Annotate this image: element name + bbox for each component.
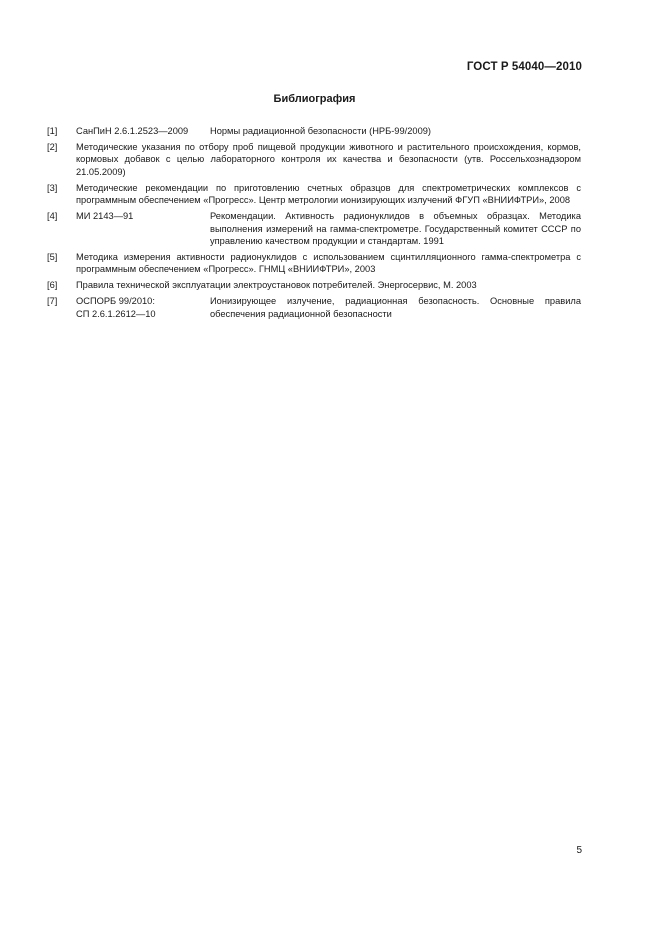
entry-code: ОСПОРБ 99/2010: bbox=[76, 296, 155, 307]
entry-number: [3] bbox=[47, 182, 58, 193]
entry-number: [4] bbox=[47, 211, 58, 222]
entry-text: Рекомендации. Активность радионуклидов в объемных образцах. Методика выполнения измерений на гамма-спектрометре. Государственный комитет СССР по управлению качеством продукции и стандартам. 1991 bbox=[210, 211, 581, 247]
entry-number: [1] bbox=[47, 126, 58, 136]
document-code: ГОСТ Р 54040—2010 bbox=[466, 61, 582, 73]
bibliography-list bbox=[47, 125, 581, 324]
section-title: Библиография bbox=[273, 93, 356, 105]
entry-number: [7] bbox=[47, 296, 58, 307]
entry-code: МИ 2143—91 bbox=[76, 211, 134, 222]
bibliography-entry bbox=[47, 182, 581, 207]
entry-text: Методические рекомендации по приготовлению счетных образцов для спектрометрических комплексов с программным обеспечением «Прогресс». Центр метрологии ионизирующих излучений ФГУП «ВНИИФТРИ», 2008 bbox=[76, 182, 581, 206]
bibliography-entry bbox=[47, 295, 581, 320]
entry-text: Ионизирующее излучение, радиационная безопасность. Основные правила обеспечения радиационной безопасности bbox=[210, 296, 581, 319]
entry-text: Нормы радиационной безопасности (НРБ-99/2009) bbox=[210, 126, 432, 136]
entry-number: [5] bbox=[47, 252, 58, 263]
entry-text: Методика измерения активности радионуклидов с использованием сцинтилляционного гамма-спектрометра с программным обеспечением «Прогресс». ГНМЦ «ВНИИФТРИ», 2003 bbox=[76, 252, 581, 275]
entry-text: Методические указания по отбору проб пищевой продукции животного и растительного происхождения, кормов, кормовых добавок с целью лабораторного контроля их качества и безопасности (утв. Россельхознадзором 21.05.2009) bbox=[76, 142, 581, 177]
bibliography-entry: [1] СанПиН 2.6.1.2523—2009 Нормы радиационной безопасности (НРБ-99/2009) bbox=[47, 125, 581, 137]
entry-number: [6] bbox=[47, 280, 58, 291]
entry-number: [2] bbox=[47, 142, 58, 152]
entry-text: Правила технической эксплуатации электроустановок потребителей. Энергосервис, М. 2003 bbox=[76, 280, 477, 291]
bibliography-entry bbox=[47, 251, 581, 276]
entry-code-secondary: СП 2.6.1.2612—10 bbox=[76, 308, 156, 319]
page-number: 5 bbox=[576, 845, 582, 856]
bibliography-entry bbox=[47, 279, 581, 291]
bibliography-entry bbox=[47, 141, 581, 178]
bibliography-entry bbox=[47, 210, 581, 247]
